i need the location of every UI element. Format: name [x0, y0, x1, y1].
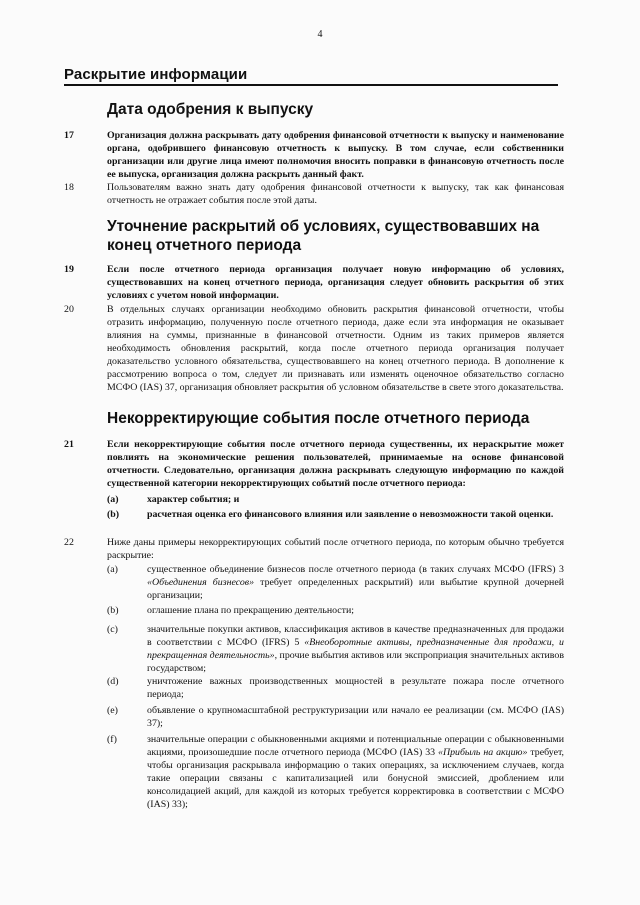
list-item-label: (f) — [107, 734, 117, 745]
list-item-text: характер события; и — [147, 494, 240, 505]
text-run: значительные покупки активов, классификация активов в качестве предназначенных для продажи в соответствии с МСФО (IFRS) 5 — [147, 624, 564, 648]
section-title: Раскрытие информации — [64, 66, 248, 83]
paragraph-number: 18 — [64, 182, 74, 193]
list-item-label: (a) — [107, 494, 119, 505]
list-item — [107, 623, 564, 675]
list-item — [107, 508, 564, 521]
standard-title: «Внеоборотные активы, предназначенные для продажи, и прекращенная деятельность» — [147, 637, 564, 661]
text-run: требует, чтобы организация раскрывала информацию о таких операциях, за исключением случаев, когда такие операции связаны с капитализацией или бонусной эмиссией, дроблением или консолидацией акций, для каждой из которых требуется корректировка в соответствии с МСФО (IAS) 33); — [147, 747, 564, 810]
paragraph-text: Если после отчетного периода организация получает новую информацию об условиях, существовавших на конец отчетного периода, организация следует обновить раскрытия об этих условиях с учетом новой информации. — [107, 264, 564, 301]
paragraph-22 — [64, 536, 564, 562]
paragraph-text: Пользователям важно знать дату одобрения финансовой отчетности к выпуску, так как финансовая отчетность не отражает события после этой даты. — [107, 182, 564, 206]
paragraph-number: 19 — [64, 264, 74, 275]
text-run: объявление о крупномасштабной реструктуризации или начало ее реализации (см. МСФО (IAS) 37); — [147, 705, 564, 729]
text-run: оглашение плана по прекращению деятельности; — [147, 605, 355, 616]
section-divider — [64, 84, 558, 86]
paragraph-21 — [64, 438, 564, 490]
list-item-text — [147, 733, 564, 811]
list-item-text: расчетная оценка его финансового влияния или заявление о невозможности такой оценки. — [147, 509, 554, 520]
paragraph-number: 21 — [64, 439, 74, 450]
list-item-label: (c) — [107, 624, 118, 635]
heading-updating-disclosures: Уточнение раскрытий об условиях, существовавших на конец отчетного периода — [107, 218, 540, 254]
text-run: уничтожение важных производственных мощностей в результате пожара после отчетного периода; — [147, 676, 564, 700]
paragraph-number: 20 — [64, 304, 74, 315]
list-item — [107, 733, 564, 811]
text-run: значительные операции с обыкновенными акциями и потенциальные операции с обыкновенными акциями, произошедшие после отчетного периода (МСФО (IAS) 33 — [147, 734, 564, 758]
list-item-label: (a) — [107, 564, 118, 575]
paragraph-18 — [64, 181, 564, 207]
paragraph-text: Организация должна раскрывать дату одобрения финансовой отчетности к выпуску и наименование органа, одобрившего финансовую отчетность к выпуску. В том случае, если собственники организации или другие лица имеют полномочия вносить поправки в финансовую отчетность после ее выпуска, организация должна раскрыть данный факт. — [107, 130, 564, 180]
list-item-text — [147, 623, 564, 675]
paragraph-text: Если некорректирующие события после отчетного периода существенны, их нераскрытие может повлиять на экономические решения пользователей, принимаемые на основе финансовой отчетности. Следовательно, организация должна раскрывать следующую информацию по каждой существенной категории некорректирующих событий после отчетного периода: — [107, 439, 564, 489]
list-item-label: (b) — [107, 605, 119, 616]
page-number: 4 — [317, 29, 323, 40]
standard-title: «Объединения бизнесов» — [147, 577, 255, 588]
list-item — [107, 704, 564, 730]
paragraph-number: 22 — [64, 537, 74, 548]
list-item-text — [147, 675, 564, 701]
list-item-label: (b) — [107, 509, 120, 520]
paragraph-text: В отдельных случаях организации необходимо обновить раскрытия финансовой отчетности, чтобы отразить информацию, полученную после отчетного периода, даже если эта информация не оказывает влияния на суммы, признанные в финансовой отчетности. Одним из таких примеров является необходимость обновления раскрытий, когда после отчетного периода организация получает доказательство условного обязательства, существовавшего на конец отчетного периода. В дополнение к рассмотрению вопроса о том, следует ли признавать или изменять оценочное обязательство согласно МСФО (IAS) 37, организация обновляет раскрытия об условном обязательстве в свете этого доказательства. — [107, 304, 564, 393]
list-item — [107, 675, 564, 701]
list-item-label: (e) — [107, 705, 118, 716]
list-item — [107, 493, 564, 506]
paragraph-number: 17 — [64, 130, 74, 141]
paragraph-text: Ниже даны примеры некорректирующих событий после отчетного периода, по которым обычно требуется раскрытие: — [107, 537, 564, 561]
text-run: , прочие выбытия активов или экспроприация значительных активов государством; — [147, 650, 564, 674]
paragraph-17 — [64, 129, 564, 181]
list-item-text — [147, 563, 564, 602]
list-item-text — [147, 704, 564, 730]
list-item — [107, 563, 564, 602]
paragraph-20 — [64, 303, 564, 394]
paragraph-19 — [64, 263, 564, 302]
list-item — [107, 604, 564, 617]
list-item-text — [147, 604, 564, 617]
heading-non-adjusting-events: Некорректирующие события после отчетного периода — [107, 410, 530, 427]
text-run: требует определенных раскрытий) или выбытие крупной дочерней организации; — [147, 577, 564, 601]
text-run: существенное объединение бизнесов после отчетного периода (в таких случаях МСФО (IFRS) 3 — [147, 564, 564, 575]
heading-approval-date: Дата одобрения к выпуску — [107, 101, 314, 118]
standard-title: «Прибыль на акцию» — [438, 747, 528, 758]
list-item-label: (d) — [107, 676, 119, 687]
